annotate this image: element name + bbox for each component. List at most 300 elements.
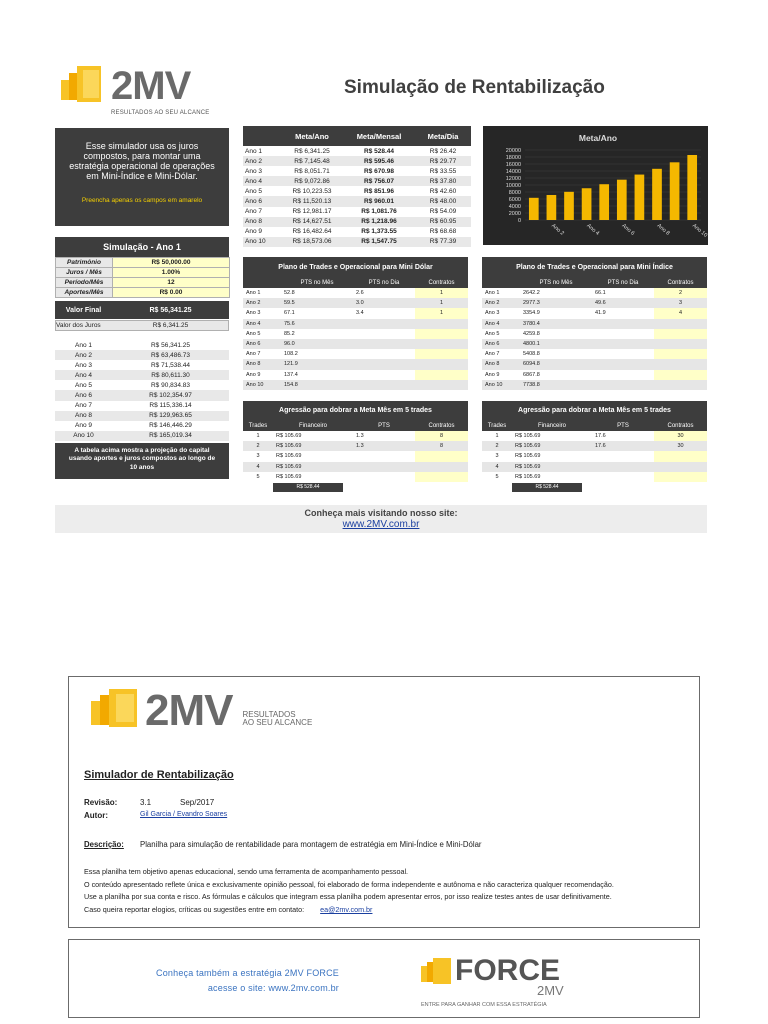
plan-cell[interactable]: [415, 339, 468, 349]
plan-header: Contratos: [415, 278, 468, 288]
plan-cell: Ano 4: [482, 319, 520, 329]
plan-cell: [353, 451, 415, 461]
force-logo: [421, 956, 601, 1014]
meta-cell: Ano 5: [245, 187, 262, 195]
chart-bar-ano-8: [652, 169, 662, 220]
projection-row: [55, 431, 229, 441]
plan-cell: 121.9: [281, 359, 353, 369]
doc-tagline-1: RESULTADOS: [242, 710, 296, 719]
revision-date: Sep/2017: [180, 798, 215, 807]
plan-cell[interactable]: [415, 329, 468, 339]
doc-revision: [84, 798, 214, 807]
plan-cell: Ano 5: [485, 330, 500, 337]
projection-row: [55, 421, 229, 431]
meta-cell: R$ 33.55: [429, 167, 457, 175]
meta-cell: R$ 26.42: [429, 147, 457, 155]
logo-mark-icon: [61, 66, 106, 111]
plan-cell[interactable]: [415, 451, 468, 461]
sim-label: Período/Mês: [56, 278, 113, 288]
plan-cell: Ano 10: [243, 380, 281, 390]
plan-row: [243, 319, 468, 329]
plan-cell[interactable]: 1: [415, 288, 468, 298]
plan-cell: 85.2: [284, 330, 295, 337]
plan-cell: 108.2: [284, 351, 298, 358]
meta-cell: R$ 9,072.86: [281, 176, 343, 186]
site-footer: [55, 505, 707, 533]
plan-cell[interactable]: [654, 359, 707, 369]
plan-cell: 3.4: [356, 310, 364, 317]
force-sub: 2MV: [537, 983, 564, 998]
chart-xtick-label: Ano 6: [620, 222, 636, 237]
plan-cell: 3.0: [353, 298, 415, 308]
plan-row: [243, 370, 468, 380]
plan-cell: 2642.2: [523, 290, 540, 297]
chart-title: Meta/Ano: [578, 133, 618, 143]
plan-cell[interactable]: 8: [415, 441, 468, 451]
plan-cell[interactable]: [654, 370, 707, 380]
plan-cell: [592, 339, 654, 349]
chart-ytick-label: 12000: [505, 176, 521, 182]
aggr-dolar-title: Agressão para dobrar a Meta Mês em 5 trades: [243, 401, 468, 421]
aggr-dolar-total: R$ 528.44: [273, 483, 343, 492]
doc-brand-name: 2MV: [145, 686, 233, 735]
projection-cell: R$ 115,336.14: [149, 402, 192, 410]
plan-cell: 59.5: [281, 298, 353, 308]
doc-line: O conteúdo apresentado reflete única e exclusivamente opinião pessoal, foi elaborado de forma independente e autônoma e não caracteriza qualquer recomendação.: [84, 879, 614, 889]
meta-row: [243, 186, 471, 196]
plan-cell[interactable]: [654, 349, 707, 359]
plan-cell: [592, 472, 654, 482]
plan-cell: 1: [256, 433, 260, 440]
meta-cell: R$ 960.01: [343, 196, 415, 206]
chart-ytick-label: 18000: [505, 155, 521, 161]
plan-cell: Ano 7: [485, 351, 500, 358]
plan-cell[interactable]: [654, 451, 707, 461]
plan-cell: [353, 380, 415, 390]
projection-row: [55, 370, 229, 380]
sim-row: [56, 288, 230, 298]
plan-cell: [353, 319, 415, 329]
plan-cell: R$ 105.69: [276, 453, 302, 460]
plan-cell: Ano 1: [246, 290, 261, 297]
intro-note: Preencha apenas os campos em amarelo: [81, 197, 203, 204]
projection-note: A tabela acima mostra a projeção do capital usando aportes e juros compostos ao longo de 10 anos: [55, 443, 229, 479]
plan-row: [243, 472, 468, 482]
chart-ytick-label: 16000: [505, 162, 521, 168]
plan-cell: 52.8: [284, 290, 295, 297]
sim-input[interactable]: R$ 50,000.00: [113, 258, 230, 268]
plan-cell: Ano 5: [246, 330, 261, 337]
projection-table: [55, 340, 229, 441]
force-brand: FORCE: [455, 954, 560, 987]
projection-row: [55, 390, 229, 400]
plan-cell: 5408.8: [523, 351, 540, 358]
projection-cell: R$ 146,446.29: [149, 422, 192, 430]
plan-cell: 4: [243, 462, 273, 472]
plan-header: Contratos: [654, 278, 707, 288]
meta-cell: Ano 4: [243, 176, 281, 186]
meta-cell: R$ 756.07: [343, 176, 415, 186]
plan-header: Financeiro: [512, 421, 592, 431]
chart-ytick-label: 0: [517, 218, 521, 224]
meta-cell: R$ 1,547.75: [343, 237, 415, 247]
meta-header: Meta/Mensal: [343, 126, 415, 146]
plan-cell: [592, 359, 654, 369]
plan-cell: Ano 9: [485, 371, 500, 378]
plan-row: [482, 308, 707, 318]
meta-row: [243, 176, 471, 186]
plan-cell: R$ 105.69: [273, 441, 353, 451]
force-logo-mark-icon: [421, 958, 451, 988]
chart-bar-ano-6: [617, 180, 627, 220]
plan-cell: 49.6: [592, 298, 654, 308]
plan-row: [482, 329, 707, 339]
plan-cell[interactable]: 30: [654, 441, 707, 451]
meta-cell: R$ 18,573.06: [281, 237, 343, 247]
plan-cell[interactable]: [415, 472, 468, 482]
sim-row: [56, 278, 230, 288]
plan-cell: R$ 105.69: [273, 462, 353, 472]
chart-bar-ano-1: [529, 198, 539, 220]
meta-cell: Ano 6: [243, 196, 281, 206]
projection-cell: Ano 3: [75, 361, 92, 369]
plan-header: PTS: [592, 421, 654, 431]
meta-cell: R$ 68.68: [429, 228, 457, 236]
doc-lines: [84, 866, 694, 916]
plan-header: PTS no Dia: [592, 278, 654, 288]
chart-xtick-label: Ano 8: [655, 222, 671, 237]
plan-cell: 41.9: [595, 310, 606, 317]
plan-cell[interactable]: 2: [654, 288, 707, 298]
plan-header: Trades: [482, 421, 512, 431]
projection-cell: Ano 10: [55, 431, 112, 441]
plan-cell: Ano 1: [485, 290, 500, 297]
intro-panel: [55, 128, 229, 226]
sim-row: [56, 268, 230, 278]
aggr-indice-title: Agressão para dobrar a Meta Mês em 5 trades: [482, 401, 707, 421]
author-value[interactable]: Gil Garcia / Evandro Soares: [140, 811, 228, 818]
plan-cell: R$ 105.69: [276, 473, 302, 480]
aggr-dolar-table: [243, 421, 468, 482]
chart-ytick-label: 8000: [508, 190, 521, 196]
meta-cell: R$ 54.09: [429, 208, 457, 216]
sim-label: Patrimônio: [56, 258, 113, 268]
sim-label: Aportes/Mês: [56, 288, 113, 298]
plan-cell: Ano 6: [243, 339, 281, 349]
brand-tagline: RESULTADOS AO SEU ALCANCE: [111, 110, 210, 116]
plan-row: [243, 441, 468, 451]
chart-ytick-label: 4000: [508, 204, 521, 210]
projection-cell: R$ 165,019.34: [112, 431, 229, 441]
plan-cell: [353, 472, 415, 482]
plan-cell[interactable]: [415, 349, 468, 359]
plan-cell: [353, 370, 415, 380]
doc-title: Simulador de Rentabilização: [84, 769, 234, 781]
author-label: Autor:: [84, 811, 108, 820]
plan-row: [243, 308, 468, 318]
plan-cell: 2: [243, 441, 273, 451]
meta-row: [243, 217, 471, 227]
plan-row: [243, 298, 468, 308]
meta-cell: R$ 14,627.51: [281, 217, 343, 227]
plan-row: [482, 431, 707, 441]
plan-cell[interactable]: 3: [654, 298, 707, 308]
meta-cell: R$ 42.60: [429, 187, 457, 195]
meta-cell: R$ 1,081.76: [361, 208, 397, 216]
plan-cell: R$ 105.69: [512, 462, 592, 472]
doc-logo-mark-icon: [91, 689, 143, 734]
chart-bar-ano-2: [547, 195, 557, 220]
sim-input[interactable]: 12: [113, 278, 230, 288]
desc-label: Descrição:: [84, 840, 124, 849]
plan-cell: 2.6: [356, 290, 364, 297]
force-text: [129, 966, 339, 996]
plan-cell[interactable]: [415, 319, 468, 329]
chart-ytick-label: 6000: [508, 197, 521, 203]
plan-cell[interactable]: [415, 370, 468, 380]
desc-value: Planilha para simulação de rentabilidade para montagem de estratégia em Mini-Índice e Mini-Dólar: [140, 840, 482, 849]
site-footer-link[interactable]: www.2MV.com.br: [342, 519, 420, 530]
plan-cell: 67.1: [284, 310, 295, 317]
plan-cell: R$ 105.69: [276, 433, 302, 440]
plan-cell[interactable]: [654, 472, 707, 482]
plan-cell: 7738.8: [520, 380, 592, 390]
projection-cell: Ano 5: [75, 381, 92, 389]
plan-header: Contratos: [415, 421, 468, 431]
plan-row: [243, 380, 468, 390]
plan-cell: 1: [495, 433, 499, 440]
revision-value: 3.1: [140, 798, 152, 807]
meta-cell: R$ 11,520.13: [281, 196, 343, 206]
plan-cell: 3: [256, 453, 260, 460]
plan-cell: Ano 4: [243, 319, 281, 329]
final-label: Valor Final: [65, 306, 102, 314]
plan-cell[interactable]: [654, 329, 707, 339]
doc-logo: [91, 686, 313, 735]
projection-cell: R$ 56,341.25: [150, 341, 191, 349]
plan-cell: [353, 339, 415, 349]
meta-cell: Ano 3: [245, 167, 262, 175]
chart-bar-ano-7: [635, 175, 645, 220]
chart-svg: [483, 126, 708, 245]
contact-text: Caso queira reportar elogios, críticas ou sugestões entre em contato:: [84, 904, 305, 914]
sim-input[interactable]: R$ 0.00: [113, 288, 230, 298]
plan-row: [482, 359, 707, 369]
chart-bar-ano-5: [599, 184, 609, 220]
chart-bar-ano-3: [564, 192, 574, 220]
projection-cell: R$ 102,354.97: [112, 390, 229, 400]
plan-cell: [353, 349, 415, 359]
page-title: Simulação de Rentabilização: [344, 77, 605, 98]
plan-cell[interactable]: 1: [415, 298, 468, 308]
plan-row: [243, 288, 468, 298]
force-line-1: Conheça também a estratégia 2MV FORCE: [156, 968, 339, 978]
plan-cell: 6867.8: [523, 371, 540, 378]
meta-header: [243, 126, 281, 146]
plan-header: Financeiro: [273, 421, 353, 431]
meta-header: Meta/Dia: [415, 126, 471, 146]
plan-cell: [592, 349, 654, 359]
meta-cell: R$ 1,218.96: [343, 217, 415, 227]
plan-row: [482, 451, 707, 461]
meta-cell: R$ 6,341.25: [294, 147, 330, 155]
plan-row: [482, 370, 707, 380]
doc-box: [68, 676, 700, 928]
meta-cell: R$ 7,145.48: [281, 156, 343, 166]
brand-logo: [61, 66, 211, 124]
simulation-table: [55, 257, 230, 298]
meta-cell: R$ 12,981.17: [292, 208, 332, 216]
projection-row: [55, 380, 229, 390]
force-line-2[interactable]: acesse o site: www.2mv.com.br: [207, 983, 339, 993]
projection-row: [55, 411, 229, 421]
meta-cell: R$ 10,223.53: [292, 187, 332, 195]
plan-cell[interactable]: [415, 359, 468, 369]
plan-row: [482, 462, 707, 472]
plan-cell: Ano 3: [485, 310, 500, 317]
interest-value: R$ 6,341.25: [152, 322, 189, 329]
chart-bar-ano-10: [687, 155, 697, 220]
plan-cell: 3354.9: [523, 310, 540, 317]
plan-header: PTS no Dia: [353, 278, 415, 288]
plan-cell: 5: [495, 473, 499, 480]
revision-label: Revisão:: [84, 798, 118, 807]
plan-cell[interactable]: [415, 462, 468, 472]
plan-cell: [592, 319, 654, 329]
plan-indice-title: Plano de Trades e Operacional para Mini Índice: [482, 257, 707, 278]
plan-cell: [353, 359, 415, 369]
plan-row: [482, 349, 707, 359]
meta-cell: R$ 48.00: [415, 196, 471, 206]
plan-cell: 1.3: [353, 441, 415, 451]
plan-row: [482, 288, 707, 298]
projection-cell: Ano 4: [55, 370, 112, 380]
chart-bar-ano-4: [582, 188, 592, 220]
plan-cell[interactable]: [654, 319, 707, 329]
plan-cell[interactable]: 1: [415, 308, 468, 318]
projection-cell: Ano 8: [55, 411, 112, 421]
meta-cell: Ano 8: [243, 217, 281, 227]
doc-author: [84, 811, 227, 820]
plan-row: [243, 431, 468, 441]
meta-row: [243, 237, 471, 247]
projection-cell: R$ 90,834.83: [150, 381, 191, 389]
plan-cell: 4: [482, 462, 512, 472]
plan-row: [243, 359, 468, 369]
chart-xtick-label: Ano 4: [585, 222, 601, 237]
sim-input[interactable]: 1.00%: [113, 268, 230, 278]
chart-xtick-label: Ano 2: [550, 222, 565, 237]
plan-cell: Ano 10: [482, 380, 520, 390]
meta-row: [243, 227, 471, 237]
doc-description: [84, 840, 482, 849]
plan-header: Contratos: [654, 421, 707, 431]
plan-cell: R$ 105.69: [512, 441, 592, 451]
chart-ytick-label: 2000: [508, 211, 521, 217]
doc-line: Use a planilha por sua conta e risco. As fórmulas e cálculos que integram essa planilha podem apresentar erros, por isso realize testes antes de usar definitivamente.: [84, 892, 612, 901]
sim-label: Juros / Mês: [56, 268, 113, 278]
projection-cell: Ano 6: [55, 390, 112, 400]
meta-cell: R$ 77.39: [415, 237, 471, 247]
plan-cell[interactable]: 8: [415, 431, 468, 441]
plan-cell: [592, 370, 654, 380]
plan-cell: 2977.3: [520, 298, 592, 308]
plan-cell: [592, 451, 654, 461]
brand-name: 2MV: [111, 64, 191, 108]
meta-cell: R$ 1,373.55: [361, 228, 397, 236]
projection-row: [55, 401, 229, 411]
meta-row: [243, 166, 471, 176]
meta-cell: R$ 528.44: [364, 147, 394, 155]
meta-row: [243, 196, 471, 206]
plan-cell[interactable]: [415, 380, 468, 390]
meta-cell: R$ 16,482.64: [292, 228, 332, 236]
plan-cell: [592, 462, 654, 472]
plan-cell: 66.1: [595, 290, 606, 297]
plan-cell[interactable]: [654, 380, 707, 390]
force-tagline: ENTRE PARA GANHAR COM ESSA ESTRATÉGIA: [421, 1002, 547, 1008]
projection-cell: R$ 80,611.30: [112, 370, 229, 380]
sim-row: [56, 258, 230, 268]
plan-cell[interactable]: 4: [654, 308, 707, 318]
plan-row: [243, 339, 468, 349]
meta-cell: Ano 9: [245, 228, 262, 236]
plan-cell: [592, 329, 654, 339]
contact-email[interactable]: ea@2mv.com.br: [320, 904, 373, 914]
chart-bar-ano-9: [670, 162, 680, 220]
final-value: R$ 56,341.25: [149, 306, 192, 314]
plan-row: [243, 349, 468, 359]
meta-table: [243, 126, 471, 247]
plan-cell: Ano 3: [246, 310, 261, 317]
meta-ano-chart: [483, 126, 708, 245]
plan-cell: R$ 105.69: [515, 453, 541, 460]
plan-dolar-table: [243, 278, 468, 390]
plan-cell: [592, 380, 654, 390]
plan-header: PTS: [353, 421, 415, 431]
plan-cell: 5: [256, 473, 260, 480]
interest-row: [55, 320, 229, 331]
plan-cell: Ano 2: [243, 298, 281, 308]
plan-header: Trades: [243, 421, 273, 431]
projection-row: [55, 340, 229, 350]
plan-cell: 2: [482, 441, 512, 451]
plan-cell: Ano 9: [246, 371, 261, 378]
plan-cell[interactable]: 30: [654, 431, 707, 441]
plan-row: [482, 319, 707, 329]
plan-cell: Ano 2: [482, 298, 520, 308]
plan-cell: Ano 6: [482, 339, 520, 349]
plan-row: [482, 298, 707, 308]
plan-cell[interactable]: [654, 339, 707, 349]
meta-row: [243, 156, 471, 166]
plan-cell: [353, 462, 415, 472]
plan-cell: 96.0: [281, 339, 353, 349]
interest-label: Valor dos Juros: [56, 322, 101, 329]
plan-cell: 137.4: [284, 371, 298, 378]
plan-indice-table: [482, 278, 707, 390]
plan-cell: 75.6: [281, 319, 353, 329]
plan-cell: Ano 8: [243, 359, 281, 369]
plan-cell[interactable]: [654, 462, 707, 472]
meta-cell: R$ 8,051.71: [294, 167, 330, 175]
doc-contact: [84, 904, 694, 917]
plan-row: [482, 380, 707, 390]
chart-ytick-label: 10000: [505, 183, 521, 189]
plan-header: [243, 278, 281, 288]
doc-line: Essa planilha tem objetivo apenas educacional, sendo uma ferramenta de acompanhamento pessoal.: [84, 867, 409, 876]
plan-dolar-title: Plano de Trades e Operacional para Mini Dólar: [243, 257, 468, 278]
